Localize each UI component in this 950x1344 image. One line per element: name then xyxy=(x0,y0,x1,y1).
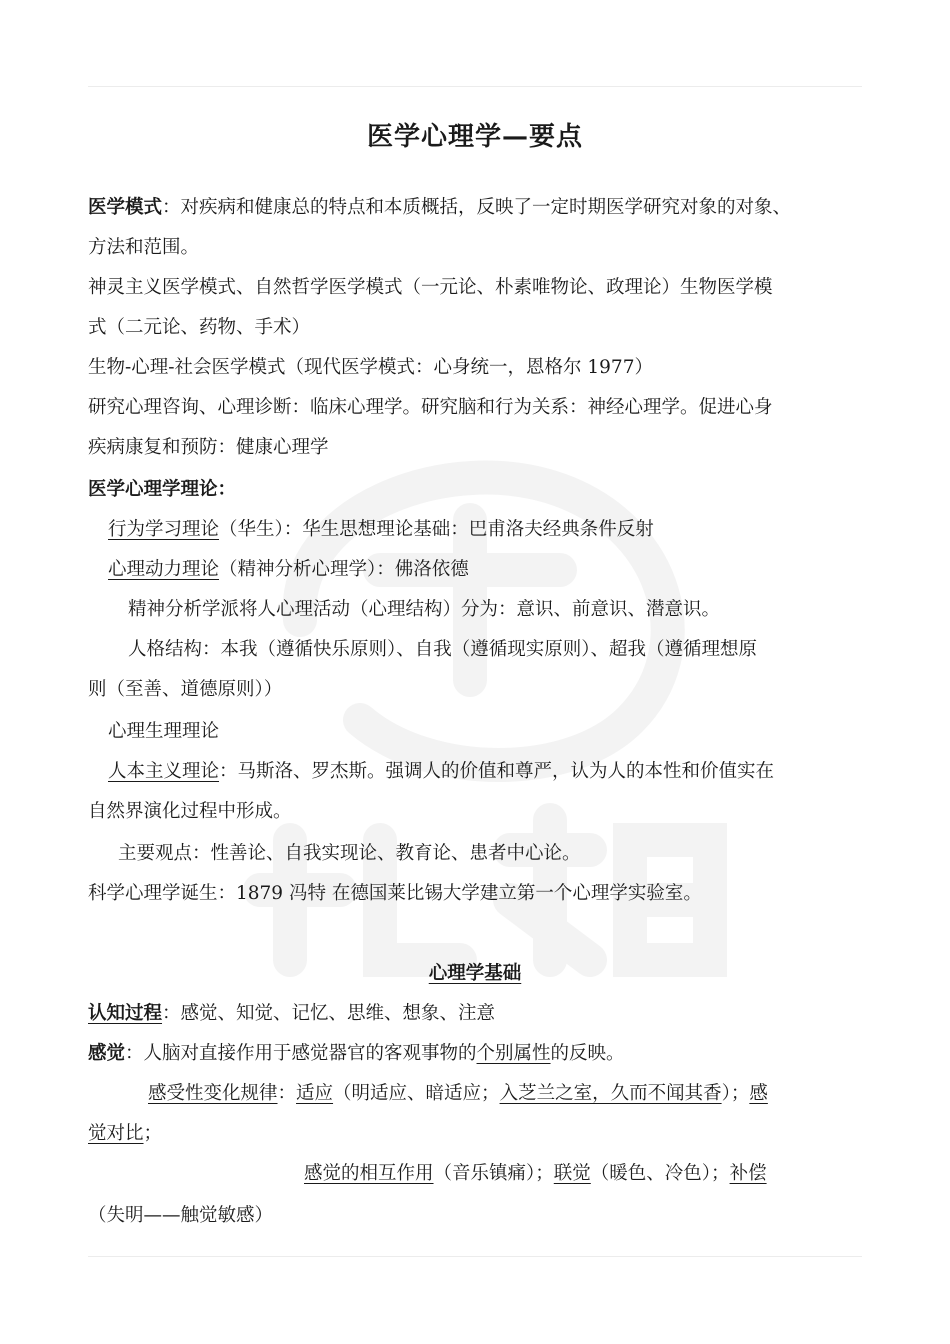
sensitivity-rules-line: 感受性变化规律：适应（明适应、暗适应；入芝兰之室，久而不闻其香）；感 xyxy=(148,1083,768,1104)
section-heading-basics: 心理学基础 xyxy=(428,963,522,984)
sensory-interaction-line: 感觉的相互作用（音乐镇痛）；联觉（暖色、冷色）；补偿 xyxy=(304,1163,767,1184)
term-medical-model: 医学模式 xyxy=(88,197,163,218)
theory-behavioral: 行为学习理论（华生）：华生思想理论基础：巴甫洛夫经典条件反射 xyxy=(108,519,654,540)
page-title: 医学心理学—要点 xyxy=(366,122,583,152)
sensation-line: 感觉：人脑对直接作用于感觉器官的客观事物的个别属性的反映。 xyxy=(88,1043,625,1064)
term-behavioral-learning: 行为学习理论 xyxy=(108,519,220,540)
paragraph-line: （失明——触觉敏感） xyxy=(88,1205,274,1226)
theory-humanistic: 人本主义理论：马斯洛、罗杰斯。强调人的价值和尊严，认为人的本性和价值实在 xyxy=(108,761,775,782)
paragraph-line: 人格结构：本我（遵循快乐原则）、自我（遵循现实原则）、超我（遵循理想原 xyxy=(128,639,758,660)
paragraph-line: 科学心理学诞生：1879 冯特 在德国莱比锡大学建立第一个心理学实验室。 xyxy=(88,883,702,904)
paragraph-line: 主要观点：性善论、自我实现论、教育论、患者中心论。 xyxy=(118,843,581,864)
paragraph-line: 方法和范围。 xyxy=(88,237,200,258)
paragraph-line: 精神分析学派将人心理活动（心理结构）分为：意识、前意识、潜意识。 xyxy=(128,599,721,620)
medical-model-definition: 医学模式：对疾病和健康总的特点和本质概括，反映了一定时期医学研究对象的对象、 xyxy=(88,197,792,218)
term-cognitive-process: 认知过程 xyxy=(88,1003,163,1024)
top-rule xyxy=(88,86,862,87)
paragraph-line: 式（二元论、药物、手术） xyxy=(88,317,311,338)
paragraph-line: 疾病康复和预防：健康心理学 xyxy=(88,437,329,458)
paragraph-line: 觉对比； xyxy=(88,1123,163,1144)
paragraph-line: 自然界演化过程中形成。 xyxy=(88,801,292,822)
term-sensation: 感觉 xyxy=(88,1043,126,1064)
term-psychodynamic: 心理动力理论 xyxy=(108,559,220,580)
cognitive-process-line: 认知过程：感觉、知觉、记忆、思维、想象、注意 xyxy=(88,1003,496,1024)
paragraph-line: 研究心理咨询、心理诊断：临床心理学。研究脑和行为关系：神经心理学。促进心身 xyxy=(88,397,773,418)
term-humanistic: 人本主义理论 xyxy=(108,761,220,782)
paragraph-line: 神灵主义医学模式、自然哲学医学模式（一元论、朴素唯物论、政理论）生物医学模 xyxy=(88,277,773,298)
section-heading-theories: 医学心理学理论： xyxy=(88,479,237,500)
theory-psychophysiological: 心理生理理论 xyxy=(108,721,220,742)
bottom-rule xyxy=(88,1256,862,1257)
paragraph-line: 生物-心理-社会医学模式（现代医学模式：心身统一，恩格尔 1977） xyxy=(88,357,653,378)
theory-psychodynamic: 心理动力理论（精神分析心理学）：佛洛依德 xyxy=(108,559,469,580)
paragraph-line: 则（至善、道德原则）） xyxy=(88,679,283,700)
